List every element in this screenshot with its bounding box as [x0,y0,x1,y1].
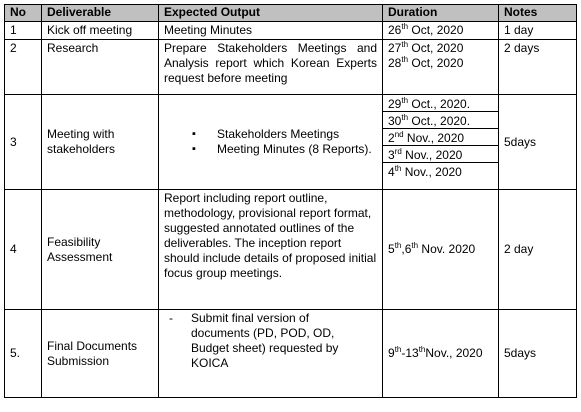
header-deliverable: Deliverable [42,5,159,22]
duration-line: 3rd Nov., 2020 [383,146,498,163]
duration-cell [383,40,499,95]
duration-line: 30th Oct., 2020. [383,112,498,129]
duration-line: 28th Oct, 2020 [388,55,464,70]
duration-cell [383,95,499,190]
output-bullet-list [164,127,377,157]
list-item: - Submit final version of documents (PD, POD, OD, Budget sheet) requested by KOICA [164,311,377,371]
expected-output-cell: Prepare Stakeholders Meetings and Analysis report which Korean Experts request before meeting [159,40,383,95]
notes-cell: 5days [499,95,577,190]
header-row [5,5,577,22]
table-row [5,22,577,40]
deliverable-cell: Research [42,40,159,95]
duration-line: 27th Oct, 2020 [388,40,464,55]
deliverable-cell: Meeting with stakeholders [42,95,159,190]
notes-cell: 2 day [499,190,577,310]
duration-line: 2nd Nov., 2020 [383,129,498,146]
table-row [5,95,577,190]
deliverable-cell: Kick off meeting [42,22,159,40]
table-row [5,40,577,95]
duration-cell: 9th-13thNov., 2020 [383,310,499,398]
output-dash-list [164,311,377,371]
expected-output-cell: Report including report outline, methodology, provisional report format, suggested annotated outlines of the deliverables. The inception report should include details of proposed initial focus group meetings. [159,190,383,310]
table-row [5,310,577,398]
duration-cell: 26th Oct, 2020 [383,22,499,40]
list-item: ▪ Meeting Minutes (8 Reports). [202,142,377,157]
notes-cell: 1 day [499,22,577,40]
expected-output-cell [159,95,383,190]
duration-cell: 5th,6th Nov. 2020 [383,190,499,310]
deliverable-cell: Final Documents Submission [42,310,159,398]
expected-output-cell: Meeting Minutes [159,22,383,40]
notes-cell: 2 days [499,40,577,95]
deliverables-table [4,4,577,398]
notes-cell: 5days [499,310,577,398]
row-number: 2 [5,40,42,95]
row-number: 5. [5,310,42,398]
duration-line: 29th Oct., 2020. [383,95,498,112]
table-row [5,190,577,310]
duration-line: 4th Nov., 2020 [388,164,462,179]
row-number: 4 [5,190,42,310]
list-item: ▪ Stakeholders Meetings [202,127,377,142]
header-notes: Notes [499,5,577,22]
deliverable-cell: Feasibility Assessment [42,190,159,310]
header-no: No [5,5,42,22]
row-number: 3 [5,95,42,190]
expected-output-cell [159,310,383,398]
header-expected-output: Expected Output [159,5,383,22]
row-number: 1 [5,22,42,40]
header-duration: Duration [383,5,499,22]
